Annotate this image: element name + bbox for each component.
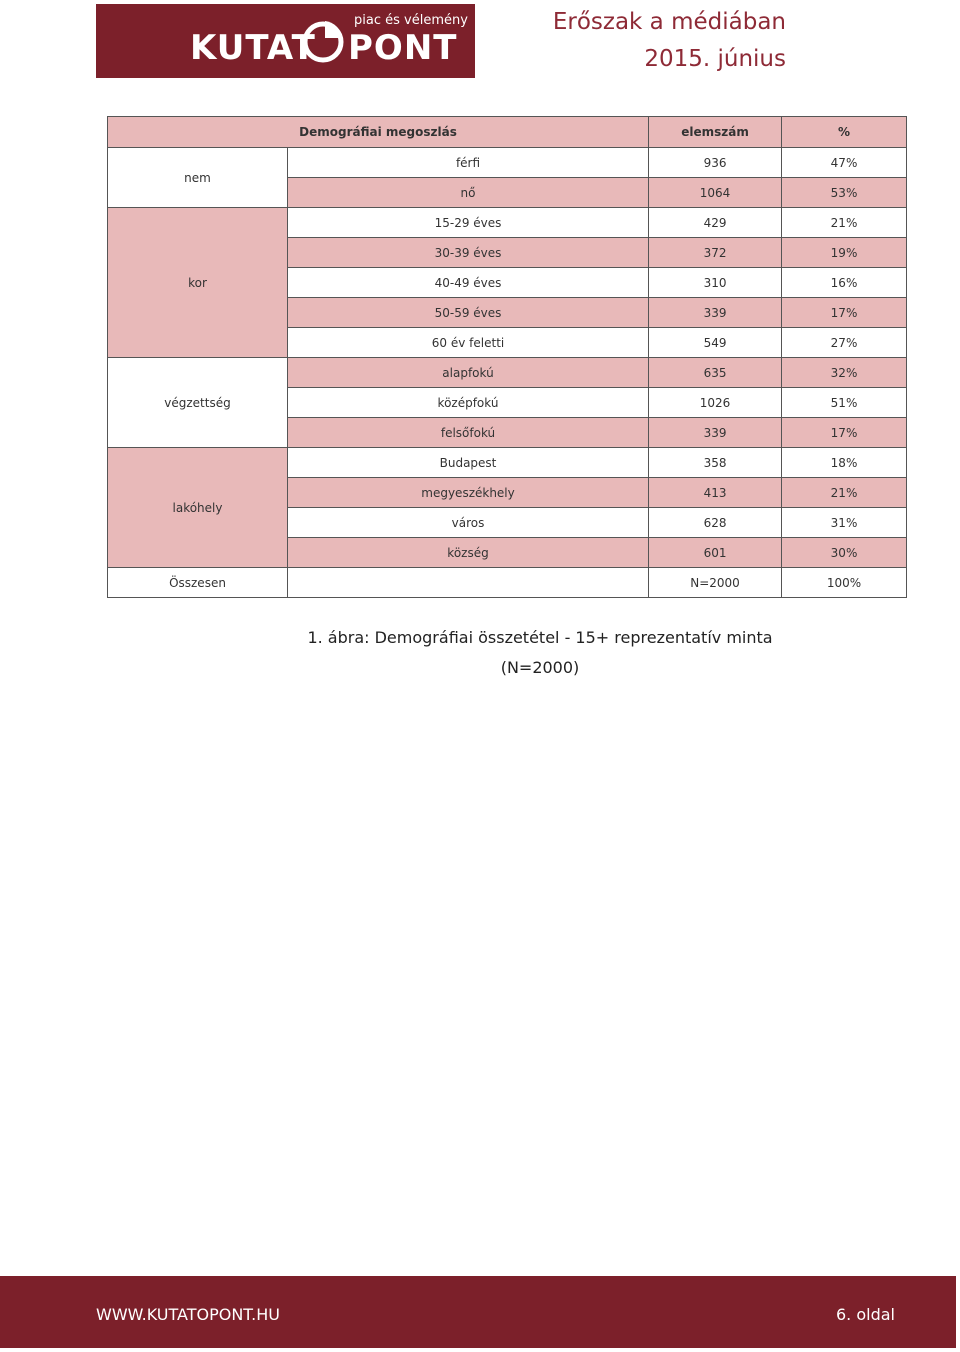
- document-title-block: [553, 4, 786, 78]
- row-category: Budapest: [288, 448, 649, 478]
- group-label-age: kor: [108, 208, 288, 358]
- row-count: 635: [649, 358, 782, 388]
- total-label: Összesen: [108, 568, 288, 598]
- table-row: [108, 148, 907, 178]
- header-percent: %: [782, 117, 907, 148]
- row-category: 60 év feletti: [288, 328, 649, 358]
- row-percent: 51%: [782, 388, 907, 418]
- row-count: 1064: [649, 178, 782, 208]
- total-count: N=2000: [649, 568, 782, 598]
- row-count: 628: [649, 508, 782, 538]
- row-count: 339: [649, 418, 782, 448]
- row-category: város: [288, 508, 649, 538]
- table-row: [108, 448, 907, 478]
- demographics-table: [107, 116, 907, 598]
- row-category: nő: [288, 178, 649, 208]
- row-category: megyeszékhely: [288, 478, 649, 508]
- table-header-row: [108, 117, 907, 148]
- row-percent: 17%: [782, 418, 907, 448]
- row-percent: 19%: [782, 238, 907, 268]
- row-category: férfi: [288, 148, 649, 178]
- row-percent: 21%: [782, 208, 907, 238]
- row-category: felsőfokú: [288, 418, 649, 448]
- row-percent: 53%: [782, 178, 907, 208]
- group-label-residence: lakóhely: [108, 448, 288, 568]
- row-percent: 47%: [782, 148, 907, 178]
- row-count: 358: [649, 448, 782, 478]
- row-percent: 16%: [782, 268, 907, 298]
- logo-tagline: piac és vélemény: [354, 13, 468, 28]
- figure-caption-sample: (N=2000): [500, 658, 580, 677]
- row-percent: 17%: [782, 298, 907, 328]
- row-percent: 31%: [782, 508, 907, 538]
- row-count: 601: [649, 538, 782, 568]
- row-category: község: [288, 538, 649, 568]
- group-label-education: végzettség: [108, 358, 288, 448]
- logo-wordmark-left: KUTAT: [190, 28, 316, 68]
- row-count: 936: [649, 148, 782, 178]
- table-row: [108, 208, 907, 238]
- total-empty-cell: [288, 568, 649, 598]
- website-link[interactable]: WWW.KUTATOPONT.HU: [96, 1305, 280, 1324]
- row-count: 339: [649, 298, 782, 328]
- header-demographic: Demográfiai megoszlás: [108, 117, 649, 148]
- row-count: 429: [649, 208, 782, 238]
- row-category: 15-29 éves: [288, 208, 649, 238]
- row-category: alapfokú: [288, 358, 649, 388]
- group-label-gender: nem: [108, 148, 288, 208]
- row-count: 549: [649, 328, 782, 358]
- table-row: [108, 358, 907, 388]
- row-count: 372: [649, 238, 782, 268]
- row-category: középfokú: [288, 388, 649, 418]
- row-percent: 30%: [782, 538, 907, 568]
- row-percent: 21%: [782, 478, 907, 508]
- figure-caption: 1. ábra: Demográfiai összetétel - 15+ reprezentatív minta: [307, 628, 773, 647]
- document-title: Erőszak a médiában: [552, 9, 786, 35]
- row-count: 310: [649, 268, 782, 298]
- total-percent: 100%: [782, 568, 907, 598]
- page-number: 6. oldal: [836, 1305, 895, 1324]
- header-count: elemszám: [649, 117, 782, 148]
- row-count: 413: [649, 478, 782, 508]
- page-footer: [0, 1276, 956, 1348]
- total-row: [108, 568, 907, 598]
- row-percent: 27%: [782, 328, 907, 358]
- pie-chart-icon: [301, 18, 346, 63]
- kutatopont-logo: [96, 4, 475, 78]
- row-category: 40-49 éves: [288, 268, 649, 298]
- row-category: 50-59 éves: [288, 298, 649, 328]
- row-category: 30-39 éves: [288, 238, 649, 268]
- row-percent: 18%: [782, 448, 907, 478]
- logo-wordmark-right: PONT: [348, 28, 458, 68]
- row-percent: 32%: [782, 358, 907, 388]
- row-count: 1026: [649, 388, 782, 418]
- document-date: 2015. június: [644, 46, 786, 72]
